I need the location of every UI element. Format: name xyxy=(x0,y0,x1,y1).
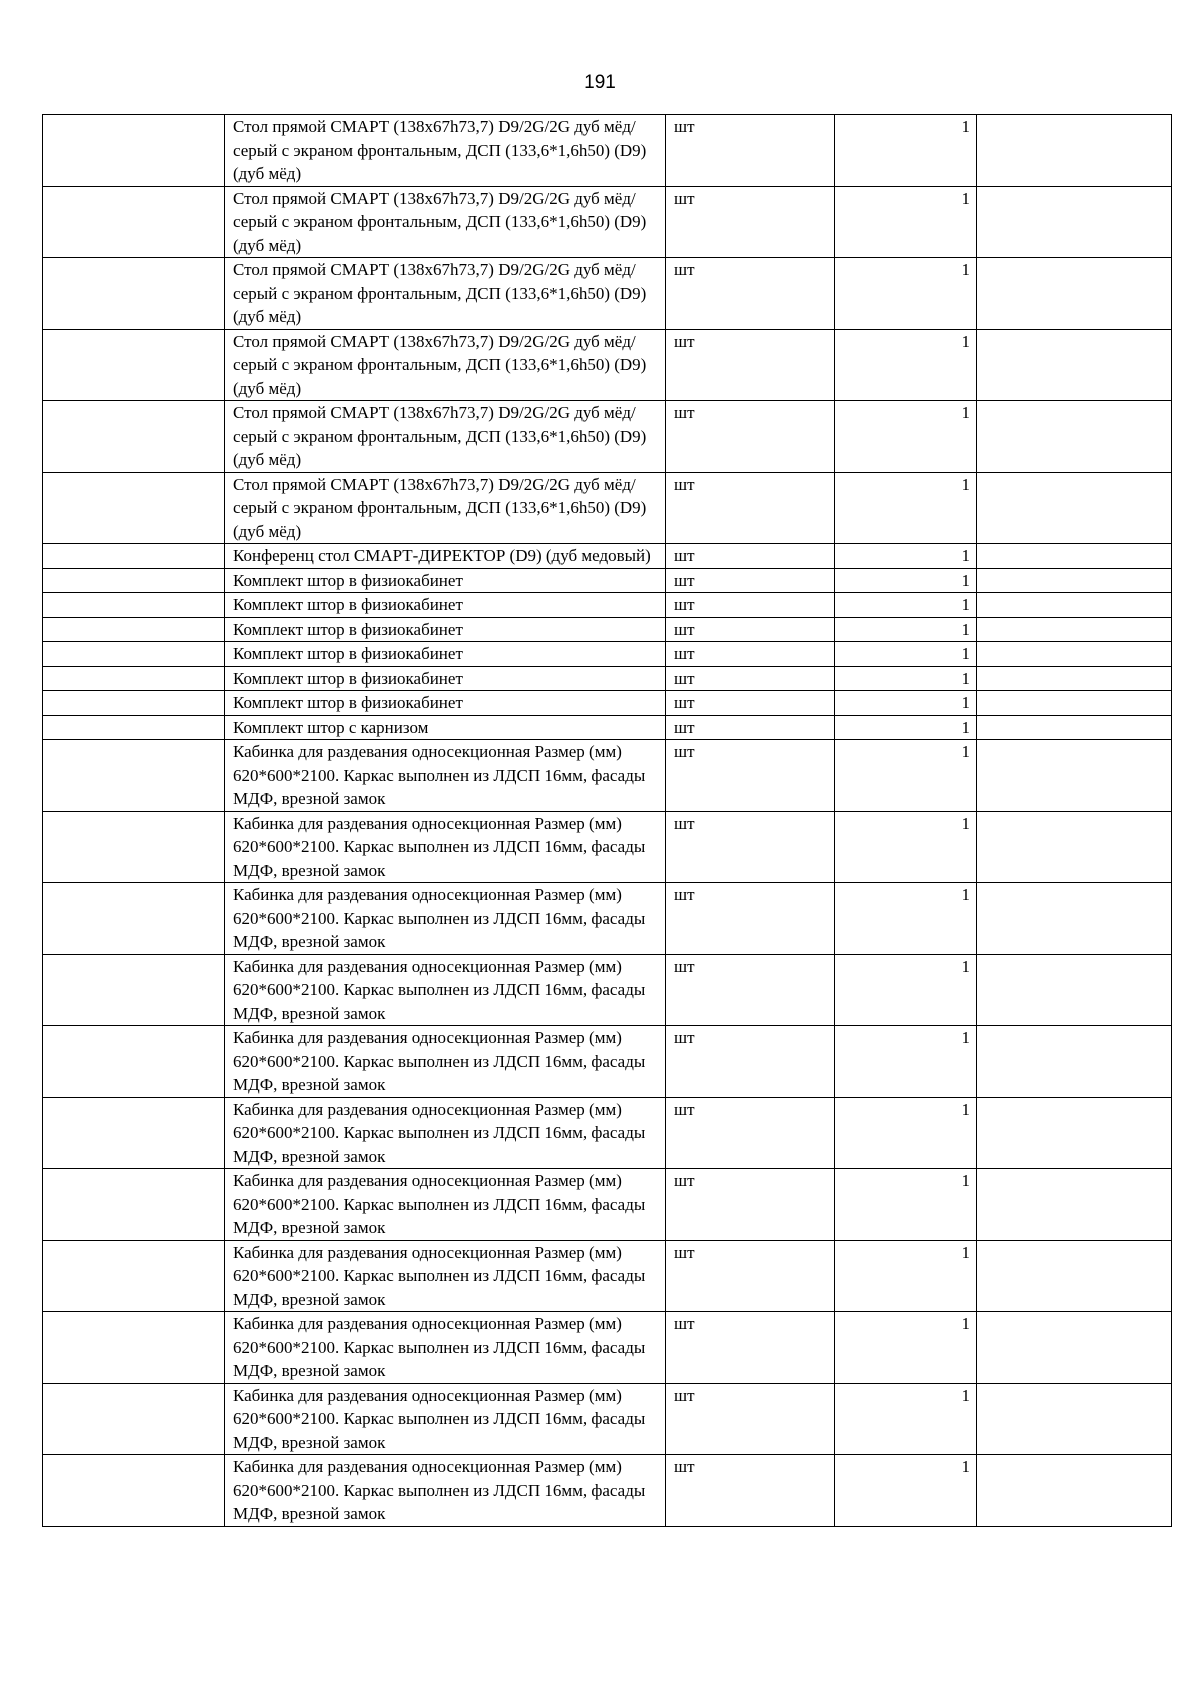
table-row xyxy=(43,642,1172,667)
empty-cell xyxy=(43,186,225,258)
item-name-cell: Кабинка для раздевания односекционная Размер (мм) 620*600*2100. Каркас выполнен из ЛДСП 16мм, фасады МДФ, врезной замок xyxy=(225,811,666,883)
empty-cell xyxy=(43,401,225,473)
empty-cell xyxy=(43,954,225,1026)
table-row xyxy=(43,1383,1172,1455)
table-row xyxy=(43,258,1172,330)
empty-cell xyxy=(977,329,1172,401)
unit-cell: шт xyxy=(666,401,835,473)
table-row xyxy=(43,666,1172,691)
item-name-cell: Комплект штор в физиокабинет xyxy=(225,691,666,716)
quantity-cell: 1 xyxy=(835,258,977,330)
table-row xyxy=(43,883,1172,955)
empty-cell xyxy=(977,666,1172,691)
item-name-cell: Конференц стол СМАРТ-ДИРЕКТОР (D9) (дуб медовый) xyxy=(225,544,666,569)
quantity-cell: 1 xyxy=(835,568,977,593)
empty-cell xyxy=(977,544,1172,569)
empty-cell xyxy=(43,1312,225,1384)
unit-cell: шт xyxy=(666,954,835,1026)
quantity-cell: 1 xyxy=(835,811,977,883)
item-name-cell: Кабинка для раздевания односекционная Размер (мм) 620*600*2100. Каркас выполнен из ЛДСП 16мм, фасады МДФ, врезной замок xyxy=(225,1097,666,1169)
item-name-cell: Стол прямой СМАРТ (138х67h73,7) D9/2G/2G дуб мёд/серый с экраном фронтальным, ДСП (133,6*1,6h50) (D9)(дуб мёд) xyxy=(225,472,666,544)
empty-cell xyxy=(43,740,225,812)
empty-cell xyxy=(977,115,1172,187)
empty-cell xyxy=(977,1383,1172,1455)
table-row xyxy=(43,1026,1172,1098)
empty-cell xyxy=(977,883,1172,955)
quantity-cell: 1 xyxy=(835,691,977,716)
quantity-cell: 1 xyxy=(835,1026,977,1098)
empty-cell xyxy=(43,472,225,544)
empty-cell xyxy=(977,954,1172,1026)
item-name-cell: Комплект штор в физиокабинет xyxy=(225,666,666,691)
empty-cell xyxy=(43,258,225,330)
item-name-cell: Кабинка для раздевания односекционная Размер (мм) 620*600*2100. Каркас выполнен из ЛДСП 16мм, фасады МДФ, врезной замок xyxy=(225,954,666,1026)
quantity-cell: 1 xyxy=(835,186,977,258)
empty-cell xyxy=(977,811,1172,883)
item-name-cell: Кабинка для раздевания односекционная Размер (мм) 620*600*2100. Каркас выполнен из ЛДСП 16мм, фасады МДФ, врезной замок xyxy=(225,1383,666,1455)
empty-cell xyxy=(43,617,225,642)
unit-cell: шт xyxy=(666,715,835,740)
quantity-cell: 1 xyxy=(835,1383,977,1455)
empty-cell xyxy=(43,1383,225,1455)
item-name-cell: Кабинка для раздевания односекционная Размер (мм) 620*600*2100. Каркас выполнен из ЛДСП 16мм, фасады МДФ, врезной замок xyxy=(225,1169,666,1241)
empty-cell xyxy=(977,1097,1172,1169)
empty-cell xyxy=(977,568,1172,593)
table-row xyxy=(43,1312,1172,1384)
item-name-cell: Кабинка для раздевания односекционная Размер (мм) 620*600*2100. Каркас выполнен из ЛДСП 16мм, фасады МДФ, врезной замок xyxy=(225,1312,666,1384)
quantity-cell: 1 xyxy=(835,329,977,401)
table-row xyxy=(43,691,1172,716)
unit-cell: шт xyxy=(666,740,835,812)
item-name-cell: Комплект штор в физиокабинет xyxy=(225,593,666,618)
item-name-cell: Комплект штор в физиокабинет xyxy=(225,568,666,593)
item-name-cell: Кабинка для раздевания односекционная Размер (мм) 620*600*2100. Каркас выполнен из ЛДСП 16мм, фасады МДФ, врезной замок xyxy=(225,740,666,812)
unit-cell: шт xyxy=(666,691,835,716)
table-row xyxy=(43,617,1172,642)
unit-cell: шт xyxy=(666,1455,835,1527)
item-name-cell: Комплект штор в физиокабинет xyxy=(225,617,666,642)
table-row xyxy=(43,329,1172,401)
empty-cell xyxy=(43,715,225,740)
empty-cell xyxy=(43,1240,225,1312)
empty-cell xyxy=(977,691,1172,716)
unit-cell: шт xyxy=(666,811,835,883)
unit-cell: шт xyxy=(666,1097,835,1169)
empty-cell xyxy=(977,1026,1172,1098)
table-row xyxy=(43,1240,1172,1312)
quantity-cell: 1 xyxy=(835,593,977,618)
table-row xyxy=(43,740,1172,812)
quantity-cell: 1 xyxy=(835,544,977,569)
unit-cell: шт xyxy=(666,186,835,258)
inventory-table xyxy=(42,114,1172,1527)
unit-cell: шт xyxy=(666,568,835,593)
empty-cell xyxy=(977,617,1172,642)
unit-cell: шт xyxy=(666,329,835,401)
quantity-cell: 1 xyxy=(835,883,977,955)
item-name-cell: Кабинка для раздевания односекционная Размер (мм) 620*600*2100. Каркас выполнен из ЛДСП 16мм, фасады МДФ, врезной замок xyxy=(225,1455,666,1527)
quantity-cell: 1 xyxy=(835,401,977,473)
empty-cell xyxy=(977,593,1172,618)
quantity-cell: 1 xyxy=(835,115,977,187)
unit-cell: шт xyxy=(666,472,835,544)
unit-cell: шт xyxy=(666,258,835,330)
empty-cell xyxy=(43,883,225,955)
empty-cell xyxy=(43,544,225,569)
item-name-cell: Комплект штор с карнизом xyxy=(225,715,666,740)
table-row xyxy=(43,1455,1172,1527)
item-name-cell: Стол прямой СМАРТ (138х67h73,7) D9/2G/2G дуб мёд/серый с экраном фронтальным, ДСП (133,6*1,6h50) (D9)(дуб мёд) xyxy=(225,186,666,258)
item-name-cell: Стол прямой СМАРТ (138х67h73,7) D9/2G/2G дуб мёд/серый с экраном фронтальным, ДСП (133,6*1,6h50) (D9)(дуб мёд) xyxy=(225,329,666,401)
unit-cell: шт xyxy=(666,883,835,955)
quantity-cell: 1 xyxy=(835,666,977,691)
table-row xyxy=(43,472,1172,544)
unit-cell: шт xyxy=(666,1169,835,1241)
unit-cell: шт xyxy=(666,1240,835,1312)
quantity-cell: 1 xyxy=(835,1169,977,1241)
unit-cell: шт xyxy=(666,1383,835,1455)
empty-cell xyxy=(43,691,225,716)
empty-cell xyxy=(43,593,225,618)
quantity-cell: 1 xyxy=(835,1312,977,1384)
unit-cell: шт xyxy=(666,544,835,569)
item-name-cell: Стол прямой СМАРТ (138х67h73,7) D9/2G/2G дуб мёд/серый с экраном фронтальным, ДСП (133,6*1,6h50) (D9)(дуб мёд) xyxy=(225,401,666,473)
unit-cell: шт xyxy=(666,642,835,667)
table-row xyxy=(43,568,1172,593)
table-row xyxy=(43,115,1172,187)
item-name-cell: Комплект штор в физиокабинет xyxy=(225,642,666,667)
empty-cell xyxy=(43,329,225,401)
unit-cell: шт xyxy=(666,115,835,187)
empty-cell xyxy=(43,1455,225,1527)
unit-cell: шт xyxy=(666,1312,835,1384)
table-row xyxy=(43,401,1172,473)
item-name-cell: Стол прямой СМАРТ (138х67h73,7) D9/2G/2G дуб мёд/серый с экраном фронтальным, ДСП (133,6*1,6h50) (D9)(дуб мёд) xyxy=(225,115,666,187)
item-name-cell: Кабинка для раздевания односекционная Размер (мм) 620*600*2100. Каркас выполнен из ЛДСП 16мм, фасады МДФ, врезной замок xyxy=(225,1240,666,1312)
quantity-cell: 1 xyxy=(835,740,977,812)
item-name-cell: Кабинка для раздевания односекционная Размер (мм) 620*600*2100. Каркас выполнен из ЛДСП 16мм, фасады МДФ, врезной замок xyxy=(225,883,666,955)
quantity-cell: 1 xyxy=(835,1097,977,1169)
item-name-cell: Кабинка для раздевания односекционная Размер (мм) 620*600*2100. Каркас выполнен из ЛДСП 16мм, фасады МДФ, врезной замок xyxy=(225,1026,666,1098)
empty-cell xyxy=(977,401,1172,473)
unit-cell: шт xyxy=(666,666,835,691)
empty-cell xyxy=(43,568,225,593)
empty-cell xyxy=(977,1312,1172,1384)
quantity-cell: 1 xyxy=(835,1455,977,1527)
quantity-cell: 1 xyxy=(835,617,977,642)
empty-cell xyxy=(43,1097,225,1169)
empty-cell xyxy=(977,1169,1172,1241)
item-name-cell: Стол прямой СМАРТ (138х67h73,7) D9/2G/2G дуб мёд/серый с экраном фронтальным, ДСП (133,6*1,6h50) (D9)(дуб мёд) xyxy=(225,258,666,330)
empty-cell xyxy=(977,715,1172,740)
quantity-cell: 1 xyxy=(835,715,977,740)
empty-cell xyxy=(977,186,1172,258)
quantity-cell: 1 xyxy=(835,1240,977,1312)
empty-cell xyxy=(43,115,225,187)
empty-cell xyxy=(977,642,1172,667)
unit-cell: шт xyxy=(666,617,835,642)
table-row xyxy=(43,715,1172,740)
table-body xyxy=(43,115,1172,1527)
page-number: 191 xyxy=(584,72,616,93)
unit-cell: шт xyxy=(666,593,835,618)
empty-cell xyxy=(43,1026,225,1098)
empty-cell xyxy=(43,642,225,667)
table-row xyxy=(43,544,1172,569)
empty-cell xyxy=(43,666,225,691)
quantity-cell: 1 xyxy=(835,642,977,667)
empty-cell xyxy=(977,472,1172,544)
empty-cell xyxy=(43,811,225,883)
quantity-cell: 1 xyxy=(835,954,977,1026)
unit-cell: шт xyxy=(666,1026,835,1098)
empty-cell xyxy=(977,1455,1172,1527)
table-row xyxy=(43,954,1172,1026)
empty-cell xyxy=(977,258,1172,330)
empty-cell xyxy=(977,1240,1172,1312)
table-row xyxy=(43,1169,1172,1241)
table-row xyxy=(43,811,1172,883)
table-row xyxy=(43,593,1172,618)
quantity-cell: 1 xyxy=(835,472,977,544)
empty-cell xyxy=(43,1169,225,1241)
empty-cell xyxy=(977,740,1172,812)
table-row xyxy=(43,1097,1172,1169)
table-row xyxy=(43,186,1172,258)
